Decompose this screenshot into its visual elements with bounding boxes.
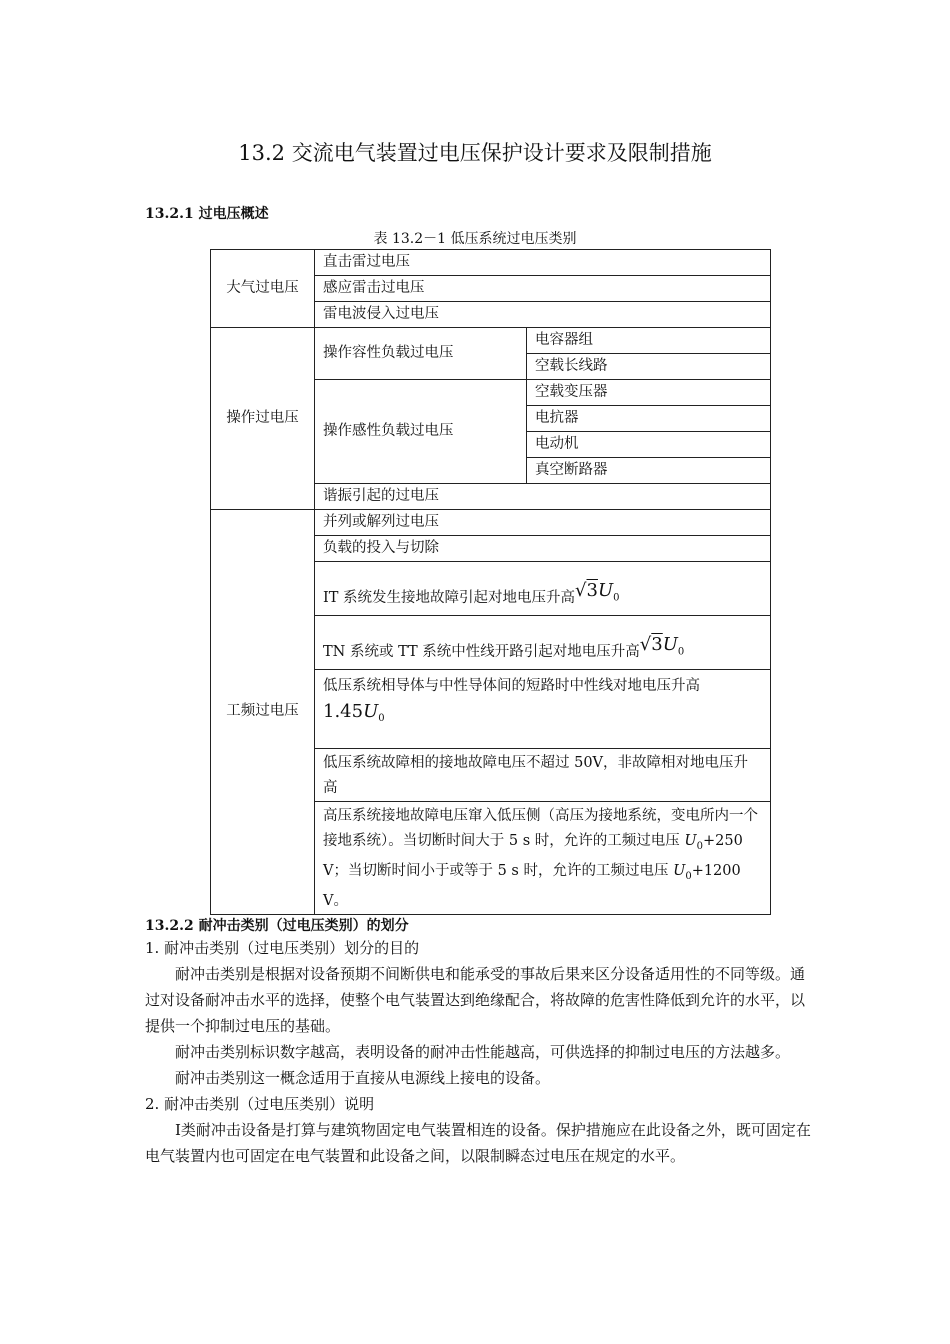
paragraph: 耐冲击类别标识数字越高，表明设备的耐冲击性能越高，可供选择的抑制过电压的方法越多。 bbox=[175, 1043, 791, 1061]
paragraph: 耐冲击类别是根据对设备预期不间断供电和能承受的事故后果来区分设备适用性的不同等级。通过对设备耐冲击水平的选择，使整个电气装置达到绝缘配合，将故障的危害性降低到允许的水平，以提供一个抑制过电压的基础。 bbox=[145, 965, 806, 1035]
coefficient: 1.45 bbox=[323, 701, 364, 722]
item-title: 2. 耐冲击类别（过电压类别）说明 bbox=[145, 1095, 375, 1113]
table-cell: 电动机 bbox=[527, 432, 771, 458]
sqrt-symbol: √3 bbox=[639, 634, 663, 655]
table-row bbox=[211, 510, 771, 536]
u-symbol: U bbox=[363, 701, 379, 722]
table-cell bbox=[315, 616, 771, 670]
sqrt-value: 3 bbox=[651, 634, 663, 655]
table-cell: 并列或解列过电压 bbox=[315, 510, 771, 536]
category-switching: 操作过电压 bbox=[211, 328, 315, 510]
inductive-label: 操作感性负载过电压 bbox=[315, 380, 527, 484]
table-cell: 谐振引起的过电压 bbox=[315, 484, 771, 510]
capacitive-label: 操作容性负载过电压 bbox=[315, 328, 527, 380]
u-symbol: U bbox=[597, 580, 614, 601]
table-cell: 空载变压器 bbox=[527, 380, 771, 406]
u-subscript: 0 bbox=[378, 712, 385, 724]
category-atmospheric: 大气过电压 bbox=[211, 250, 315, 328]
table-cell bbox=[315, 802, 771, 915]
table-row bbox=[211, 328, 771, 354]
page-title: 13.2 交流电气装置过电压保护设计要求及限制措施 bbox=[238, 141, 712, 165]
table-cell: 感应雷击过电压 bbox=[315, 276, 771, 302]
table-cell bbox=[315, 562, 771, 616]
u-symbol: U bbox=[662, 634, 678, 655]
table-cell: 低压系统故障相的接地故障电压不超过 50V，非故障相对地电压升高 bbox=[315, 749, 771, 802]
u-symbol: U bbox=[673, 862, 686, 879]
cell-text: 低压系统相导体与中性导体间的短路时中性线对地电压升高 bbox=[323, 678, 700, 694]
table-row bbox=[211, 250, 771, 276]
section-body bbox=[145, 935, 811, 1169]
overvoltage-table bbox=[210, 249, 771, 915]
cell-text: +1200 V。 bbox=[323, 862, 741, 909]
sqrt-symbol: √3 bbox=[575, 580, 598, 601]
table-cell: 负载的投入与切除 bbox=[315, 536, 771, 562]
table-cell: 空载长线路 bbox=[527, 354, 771, 380]
u-subscript: 0 bbox=[696, 840, 703, 852]
table-cell: 直击雷过电压 bbox=[315, 250, 771, 276]
table-cell bbox=[315, 670, 771, 749]
table-caption: 表 13.2－1 低压系统过电压类别 bbox=[373, 231, 577, 247]
cell-text: TN 系统或 TT 系统中性线开路引起对地电压升高 bbox=[323, 644, 640, 660]
section-heading-impulse: 13.2.2 耐冲击类别（过电压类别）的划分 bbox=[145, 918, 409, 934]
item-title: 1. 耐冲击类别（过电压类别）划分的目的 bbox=[145, 939, 420, 957]
table-cell: 电容器组 bbox=[527, 328, 771, 354]
paragraph: Ⅰ类耐冲击设备是打算与建筑物固定电气装置相连的设备。保护措施应在此设备之外，既可固定在电气装置内也可固定在电气装置和此设备之间，以限制瞬态过电压在规定的水平。 bbox=[145, 1121, 811, 1165]
u-subscript: 0 bbox=[685, 870, 692, 882]
paragraph: 耐冲击类别这一概念适用于直接从电源线上接电的设备。 bbox=[175, 1069, 551, 1087]
u-symbol: U bbox=[684, 833, 697, 849]
sqrt-value: 3 bbox=[586, 580, 598, 601]
table-cell: 雷电波侵入过电压 bbox=[315, 302, 771, 328]
cell-text: IT 系统发生接地故障引起对地电压升高 bbox=[323, 590, 576, 606]
cell-text: +250 V；当切断时间小于或等于 5 s 时，允许的工频过电压 bbox=[323, 833, 743, 879]
section-heading-overview: 13.2.1 过电压概述 bbox=[145, 206, 269, 222]
u-subscript: 0 bbox=[677, 646, 685, 658]
cell-text: 高压系统接地故障电压窜入低压侧（高压为接地系统，变电所内一个接地系统）。当切断时间大于 5 s 时，允许的工频过电压 bbox=[323, 808, 758, 849]
category-power-frequency: 工频过电压 bbox=[211, 510, 315, 915]
table-cell: 真空断路器 bbox=[527, 458, 771, 484]
u-subscript: 0 bbox=[613, 592, 620, 604]
table-cell: 电抗器 bbox=[527, 406, 771, 432]
